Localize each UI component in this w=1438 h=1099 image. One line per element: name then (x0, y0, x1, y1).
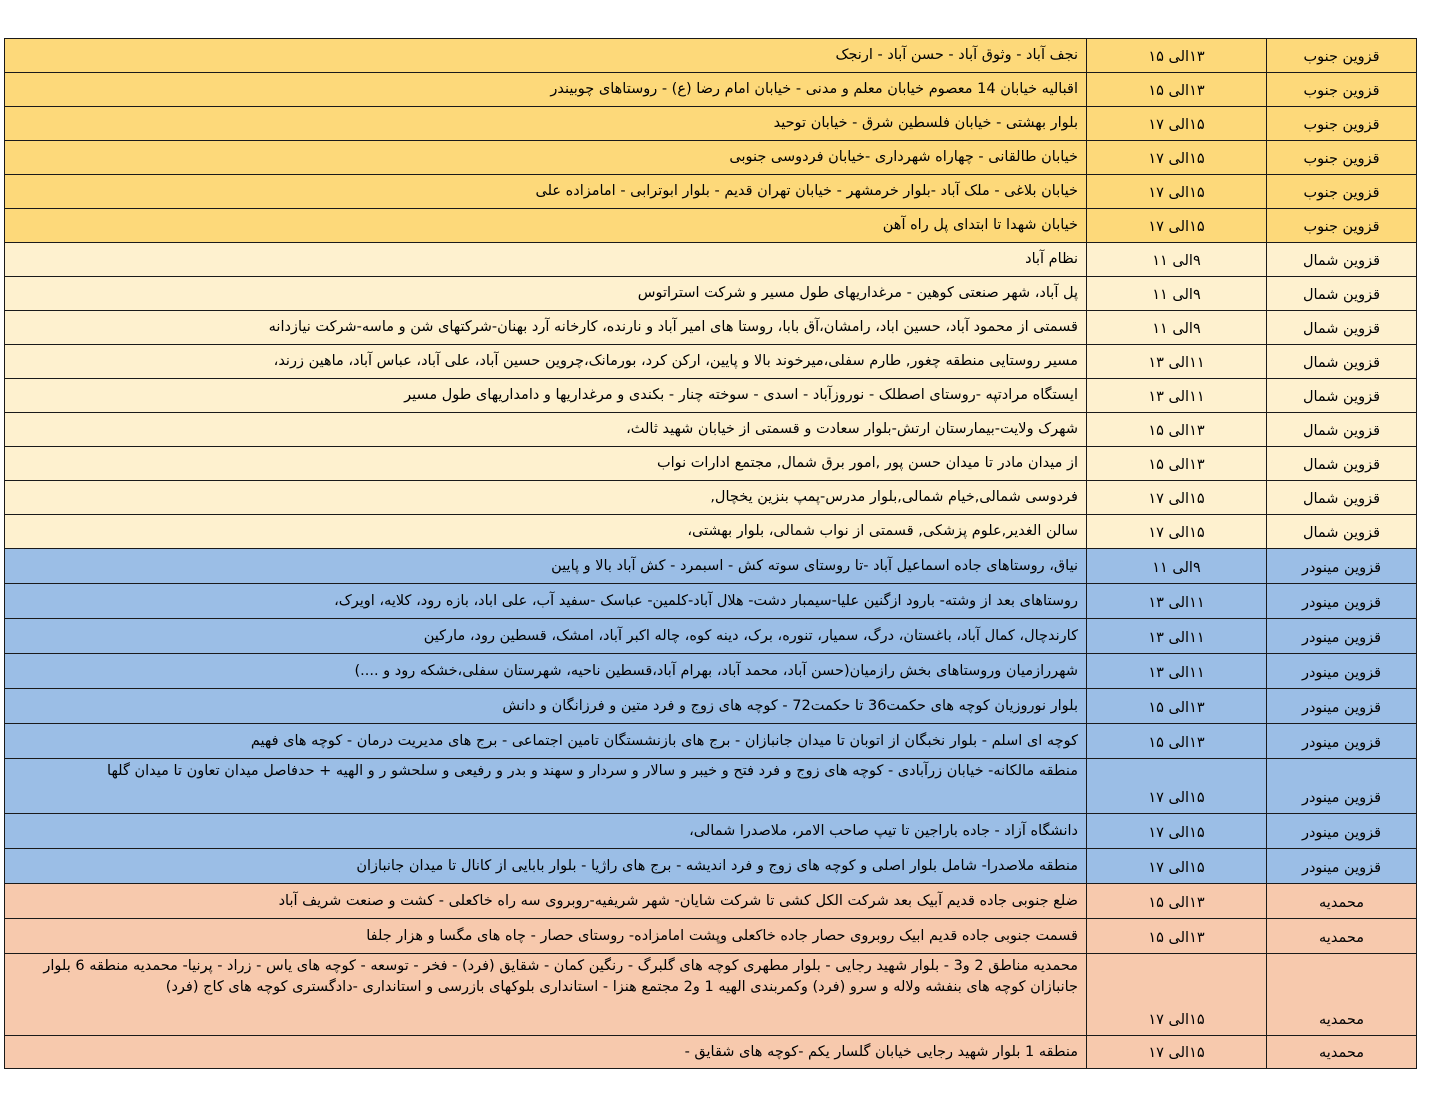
areas-cell: محمدیه مناطق 2 و3 - بلوار شهید رجایی - بلوار مطهری کوچه های گلبرگ - رنگین کمان - شقایق (فرد) - فخر - توسعه - کوچه های یاس - زراد - پرنیا- محمدیه منطقه 6 بلوار جانبازان کوچه های بنفشه ولاله و سرو (فرد) وکمربندی الهیه 1 و2 مجتمع هنزا - استانداری بلوکهای بازرسی و استانداری -دادگستری کوچه های کاج (فرد) (5, 954, 1087, 1036)
areas-cell: بلوار نوروزیان کوچه های حکمت36 تا حکمت72 - کوچه های زوج و فرد متین و فرزانگان و دانش (5, 689, 1087, 724)
time-cell: ۱۵الی ۱۷ (1087, 849, 1267, 884)
areas-cell: خیابان طالقانی - چهاراه شهرداری -خیابان فردوسی جنوبی (5, 141, 1087, 175)
table-row (5, 954, 1417, 1036)
region-cell: قزوین شمال (1267, 277, 1417, 311)
time-cell: ۱۱الی ۱۳ (1087, 379, 1267, 413)
region-cell: قزوین شمال (1267, 243, 1417, 277)
table-row (5, 919, 1417, 954)
region-cell: قزوین جنوب (1267, 39, 1417, 73)
areas-cell: پل آباد، شهر صنعتی کوهین - مرغداریهای طول مسیر و شرکت استراتوس (5, 277, 1087, 311)
table-row (5, 814, 1417, 849)
region-cell: قزوین مینودر (1267, 689, 1417, 724)
time-cell: ۱۱الی ۱۳ (1087, 619, 1267, 654)
table-row (5, 481, 1417, 515)
table-row (5, 1036, 1417, 1069)
region-cell: قزوین جنوب (1267, 209, 1417, 243)
areas-cell: نظام آباد (5, 243, 1087, 277)
time-cell: ۱۳الی ۱۵ (1087, 413, 1267, 447)
region-cell: قزوین شمال (1267, 379, 1417, 413)
table-row (5, 379, 1417, 413)
region-cell: قزوین جنوب (1267, 141, 1417, 175)
table-row (5, 311, 1417, 345)
time-cell: ۱۱الی ۱۳ (1087, 584, 1267, 619)
areas-cell: ایستگاه مرادتپه -روستای اصطلک - نوروزآباد - اسدی - سوخته چنار - بکندی و مرغداریها و دامداریهای طول مسیر (5, 379, 1087, 413)
time-cell: ۱۳الی ۱۵ (1087, 73, 1267, 107)
time-cell: ۱۵الی ۱۷ (1087, 759, 1267, 814)
region-cell: قزوین مینودر (1267, 849, 1417, 884)
time-cell: ۱۵الی ۱۷ (1087, 954, 1267, 1036)
table-row (5, 413, 1417, 447)
region-cell: قزوین مینودر (1267, 549, 1417, 584)
areas-cell: کوچه ای اسلم - بلوار نخبگان از اتوبان تا میدان جانبازان - برج های بازنشستگان تامین اجتماعی - برج های مدیریت درمان - کوچه های فهیم (5, 724, 1087, 759)
table-row (5, 549, 1417, 584)
region-cell: محمدیه (1267, 884, 1417, 919)
time-cell: ۱۵الی ۱۷ (1087, 141, 1267, 175)
areas-cell: خیابان شهدا تا ابتدای پل راه آهن (5, 209, 1087, 243)
time-cell: ۹الی ۱۱ (1087, 311, 1267, 345)
table-row (5, 759, 1417, 814)
region-cell: قزوین جنوب (1267, 107, 1417, 141)
time-cell: ۱۱الی ۱۳ (1087, 345, 1267, 379)
time-cell: ۱۱الی ۱۳ (1087, 654, 1267, 689)
table-row (5, 884, 1417, 919)
table-row (5, 849, 1417, 884)
areas-cell: بلوار بهشتی - خیابان فلسطین شرق - خیابان توحید (5, 107, 1087, 141)
areas-cell: نیاق، روستاهای جاده اسماعیل آباد -تا روستای سوته کش - اسبمرد - کش آباد بالا و پایین (5, 549, 1087, 584)
areas-cell: خیابان بلاغی - ملک آباد -بلوار خرمشهر - خیابان تهران قدیم - بلوار ابوترابی - امامزاده علی (5, 175, 1087, 209)
table-row (5, 515, 1417, 549)
table-row (5, 689, 1417, 724)
time-cell: ۱۵الی ۱۷ (1087, 515, 1267, 549)
table-row (5, 277, 1417, 311)
areas-cell: شهررازمیان وروستاهای بخش رازمیان(حسن آباد، محمد آباد، بهرام آباد،قسطین ناحیه، شهرستان سفلی،خشکه رود و ....) (5, 654, 1087, 689)
region-cell: محمدیه (1267, 954, 1417, 1036)
areas-cell: دانشگاه آزاد - جاده باراجین تا تیپ صاحب الامر، ملاصدرا شمالی، (5, 814, 1087, 849)
areas-cell: اقبالیه خیابان 14 معصوم خیابان معلم و مدنی - خیابان امام رضا (ع) - روستاهای چوبیندر (5, 73, 1087, 107)
table-row (5, 619, 1417, 654)
areas-cell: نجف آباد - وثوق آباد - حسن آباد - ارنجک (5, 39, 1087, 73)
time-cell: ۹الی ۱۱ (1087, 277, 1267, 311)
region-cell: محمدیه (1267, 1036, 1417, 1069)
region-cell: قزوین مینودر (1267, 654, 1417, 689)
areas-cell: فردوسی شمالی,خیام شمالی,بلوار مدرس-پمپ بنزین یخچال, (5, 481, 1087, 515)
table-row (5, 654, 1417, 689)
areas-cell: منطقه مالکانه- خیابان زرآبادی - کوچه های زوج و فرد فتح و خیبر و سالار و سردار و سهند و بدر و رفیعی و سلحشو ر و الهیه + حدفاصل میدان تعاون تا میدان گلها (5, 759, 1087, 814)
table-body (5, 39, 1417, 1069)
table-row (5, 724, 1417, 759)
table-row (5, 243, 1417, 277)
table-row (5, 345, 1417, 379)
region-cell: محمدیه (1267, 919, 1417, 954)
time-cell: ۱۵الی ۱۷ (1087, 481, 1267, 515)
time-cell: ۱۵الی ۱۷ (1087, 209, 1267, 243)
time-cell: ۱۳الی ۱۵ (1087, 39, 1267, 73)
time-cell: ۱۳الی ۱۵ (1087, 724, 1267, 759)
region-cell: قزوین مینودر (1267, 724, 1417, 759)
areas-cell: روستاهای بعد از وشته- بارود ازگنین علیا-سیمبار دشت- هلال آباد-کلمین- عباسک -سفید آب، علی اباد، بازه رود، کلایه، اویرک، (5, 584, 1087, 619)
time-cell: ۱۳الی ۱۵ (1087, 447, 1267, 481)
time-cell: ۹الی ۱۱ (1087, 243, 1267, 277)
region-cell: قزوین جنوب (1267, 175, 1417, 209)
areas-cell: قسمت جنوبی جاده قدیم ابیک روبروی حصار جاده خاکعلی وپشت امامزاده- روستای حصار - چاه های مگسا و هزار جلفا (5, 919, 1087, 954)
areas-cell: منطقه ملاصدرا- شامل بلوار اصلی و کوچه های زوج و فرد اندیشه - برج های راژیا - بلوار بابایی از کانال تا میدان جانبازان (5, 849, 1087, 884)
outage-schedule-table (4, 38, 1417, 1069)
region-cell: قزوین شمال (1267, 515, 1417, 549)
time-cell: ۱۵الی ۱۷ (1087, 107, 1267, 141)
region-cell: قزوین مینودر (1267, 584, 1417, 619)
areas-cell: ضلع جنوبی جاده قدیم آبیک بعد شرکت الکل کشی تا شرکت شایان- شهر شریفیه-روبروی سه راه خاکعلی - کشت و صنعت شریف آباد (5, 884, 1087, 919)
table-row (5, 73, 1417, 107)
region-cell: قزوین مینودر (1267, 814, 1417, 849)
time-cell: ۱۳الی ۱۵ (1087, 919, 1267, 954)
region-cell: قزوین شمال (1267, 447, 1417, 481)
table-row (5, 107, 1417, 141)
region-cell: قزوین جنوب (1267, 73, 1417, 107)
region-cell: قزوین شمال (1267, 345, 1417, 379)
time-cell: ۱۳الی ۱۵ (1087, 689, 1267, 724)
table-row (5, 584, 1417, 619)
time-cell: ۱۳الی ۱۵ (1087, 884, 1267, 919)
region-cell: قزوین مینودر (1267, 619, 1417, 654)
table-row (5, 209, 1417, 243)
time-cell: ۱۵الی ۱۷ (1087, 1036, 1267, 1069)
areas-cell: شهرک ولایت-بیمارستان ارتش-بلوار سعادت و قسمتی از خیابان شهید ثالث، (5, 413, 1087, 447)
table-row (5, 175, 1417, 209)
table-row (5, 447, 1417, 481)
time-cell: ۱۵الی ۱۷ (1087, 814, 1267, 849)
time-cell: ۱۵الی ۱۷ (1087, 175, 1267, 209)
table-row (5, 141, 1417, 175)
region-cell: قزوین شمال (1267, 481, 1417, 515)
areas-cell: منطقه 1 بلوار شهید رجایی خیابان گلسار یکم -کوچه های شقایق - (5, 1036, 1087, 1069)
table-row (5, 39, 1417, 73)
areas-cell: سالن الغدیر,علوم پزشکی, قسمتی از نواب شمالی، بلوار بهشتی، (5, 515, 1087, 549)
areas-cell: مسیر روستایی منطقه چغور, طارم سفلی،میرخوند بالا و پایین، ارکن کرد، بورمانک،چروین حسین آباد، علی آباد، عباس آباد، ماهین زرند، (5, 345, 1087, 379)
areas-cell: از میدان مادر تا میدان حسن پور ,امور برق شمال, مجتمع ادارات نواب (5, 447, 1087, 481)
areas-cell: کارندچال، کمال آباد، باغستان، درگ، سمیار، تنوره، برک، دینه کوه، چاله اکبر آباد، امشک، قسطین رود، مارکین (5, 619, 1087, 654)
areas-cell: قسمتی از محمود آباد، حسین اباد، رامشان،آق بابا، روستا های امیر آباد و نارنده، کارخانه آرد بهنان-شرکتهای شن و ماسه-شرکت نیازدانه (5, 311, 1087, 345)
time-cell: ۹الی ۱۱ (1087, 549, 1267, 584)
region-cell: قزوین شمال (1267, 413, 1417, 447)
region-cell: قزوین شمال (1267, 311, 1417, 345)
region-cell: قزوین مینودر (1267, 759, 1417, 814)
